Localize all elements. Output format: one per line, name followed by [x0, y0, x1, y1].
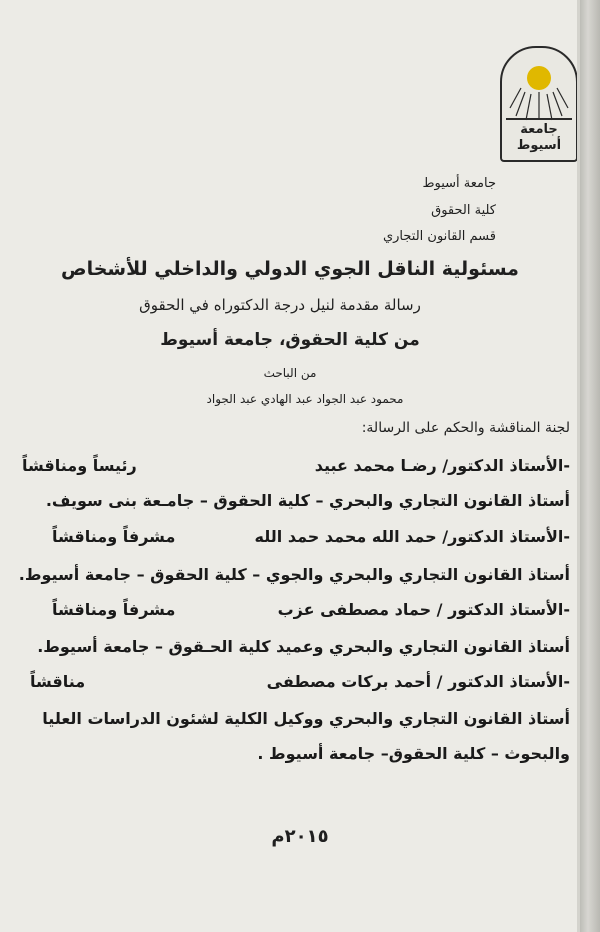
member-affiliation: أستاذ القانون التجاري والبحري ووكيل الكلية لشئون الدراسات العليا [42, 709, 570, 728]
member-name: -الأستاذ الدكتور/ حمد الله محمد حمد الله [254, 527, 570, 546]
author-name: محمود عبد الجواد عبد الهادي عبد الجواد [206, 392, 404, 406]
header-department: قسم القانون التجاري [382, 229, 496, 244]
member-role: مناقشاً [30, 672, 86, 691]
thesis-institution: من كلية الحقوق، جامعة أسيوط [160, 330, 420, 350]
member-affiliation: أستاذ القانون التجاري والبحري وعميد كلية الحـقوق – جامعة أسيوط. [37, 637, 570, 656]
page-edge-shadow [580, 0, 600, 932]
thesis-subtitle: رسالة مقدمة لنيل درجة الدكتوراه في الحقوق [139, 296, 421, 314]
member-name: -الأستاذ الدكتور / أحمد بركات مصطفى [266, 672, 570, 691]
committee-heading: لجنة المناقشة والحكم على الرسالة: [361, 420, 570, 436]
thesis-title: مسئولية الناقل الجوي الدولي والداخلي للأشخاص [61, 258, 519, 280]
member-affiliation-cont: والبحوث – كلية الحقوق– جامعة أسيوط . [257, 744, 570, 763]
header-university: جامعة أسيوط [422, 176, 496, 191]
author-label: من الباحث [263, 366, 317, 380]
member-name: -الأستاذ الدكتور/ رضـا محمد عبيد [314, 456, 570, 475]
member-affiliation: أستاذ القانون التجاري والبحري – كلية الحقوق – جامـعة بنى سويف. [45, 491, 570, 510]
member-name: -الأستاذ الدكتور / حماد مصطفى عزب [277, 600, 570, 619]
thesis-year: ٢٠١٥م [271, 826, 329, 847]
university-logo [500, 46, 578, 162]
member-role: رئيساً ومناقشاً [22, 456, 137, 475]
member-role: مشرفاً ومناقشاً [52, 600, 176, 619]
header-faculty: كلية الحقوق [431, 203, 496, 218]
member-role: مشرفاً ومناقشاً [52, 527, 176, 546]
member-affiliation: أستاذ القانون التجاري والبحري والجوي – كلية الحقوق – جامعة أسيوط. [18, 565, 570, 584]
logo-text: جامعة أسيوط [516, 122, 562, 153]
